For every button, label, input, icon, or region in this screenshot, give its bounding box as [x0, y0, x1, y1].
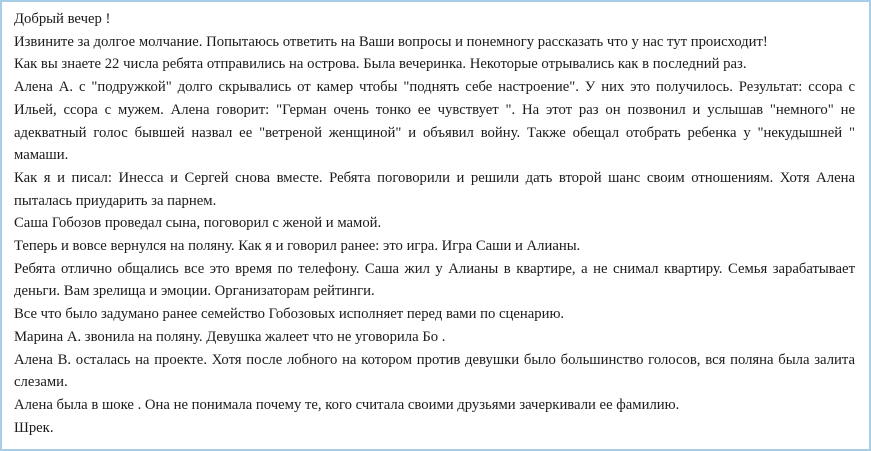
post-body: [14, 8, 855, 439]
paragraph-islands: Как вы знаете 22 числа ребята отправились на острова. Была вечеринка. Некоторые отрывались как в последний раз.: [14, 56, 747, 73]
paragraph-scenario: Все что было задумано ранее семейство Гобозовых исполняет перед вами по сценарию.: [14, 306, 565, 323]
greeting: Добрый вечер !: [14, 11, 111, 27]
paragraph-alena-a: Алена А. с "подружкой" долго скрывались от камер чтобы "поднять себе настроение". У них это получилось. Результат: ссора с Ильей, ссора с мужем. Алена говорит: "Герман очень тонко ее чувствует ". На этот раз он позвонил и услышав "немного" не адекватный голос бывшей назвал ее "ветреной женщиной" и объявил войну. Также обещал отобрать ребенка у "некудышней " мамаши.: [14, 79, 855, 164]
paragraph-marina: Марина А. звонила на поляну. Девушка жалеет что не уговорила Бо .: [14, 328, 446, 345]
signature: Шрек.: [14, 419, 54, 436]
paragraph-apology: Извините за долгое молчание. Попытаюсь ответить на Ваши вопросы и понемногу рассказать что у нас тут происходит!: [14, 33, 768, 50]
paragraph-phone: Ребята отлично общались все это время по телефону. Саша жил у Алианы в квартире, а не снимал квартиру. Семья зарабатывает деньги. Вам зрелища и эмоции. Организаторам рейтинги.: [14, 260, 855, 300]
paragraph-shock: Алена была в шоке . Она не понимала почему те, кого считала своими друзьями зачеркивали ее фамилию.: [14, 396, 680, 413]
paragraph-inessa-sergey: Как я и писал: Инесса и Сергей снова вместе. Ребята поговорили и решили дать второй шанс своим отношениям. Хотя Алена пыталась приударить за парнем.: [14, 169, 855, 209]
paragraph-alena-v: Алена В. осталась на проекте. Хотя после лобного на котором против девушки было большинство голосов, вся поляна была залита слезами.: [14, 351, 855, 391]
paragraph-sasha-visit: Саша Гобозов проведал сына, поговорил с женой и мамой.: [14, 215, 382, 232]
paragraph-game: Теперь и вовсе вернулся на поляну. Как я и говорил ранее: это игра. Игра Саши и Алианы.: [14, 238, 581, 255]
